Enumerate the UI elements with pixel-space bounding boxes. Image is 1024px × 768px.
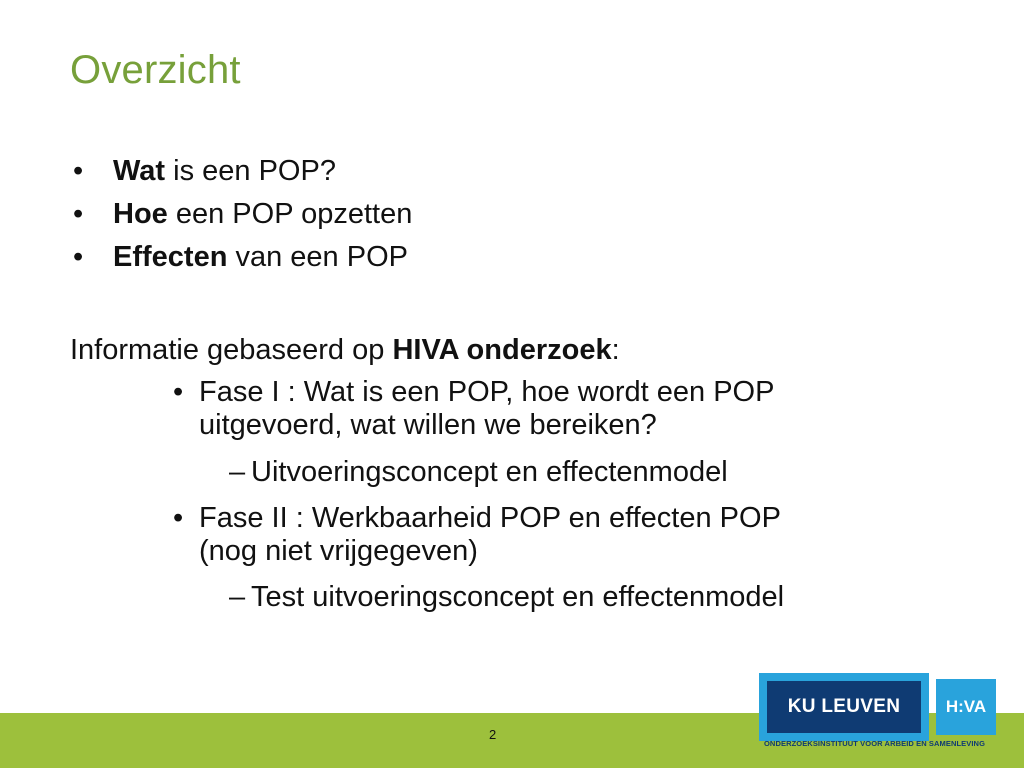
bullet-rest: een POP opzetten [167,198,413,230]
bullet-bold: Wat [113,155,166,187]
dash-icon: – [229,456,246,488]
bullet-text [113,150,336,193]
bullet-dot-icon: • [173,376,184,408]
bullet-item-hoe [70,193,412,236]
dash-icon: – [229,581,246,613]
bullet-dot-icon: • [73,155,84,187]
main-bullet-list [70,150,412,279]
bullet-bold: Hoe [113,198,168,230]
phase-line-2: uitgevoerd, wat willen we bereiken? [199,409,657,441]
ku-leuven-logo-text: KU LEUVEN [767,681,921,733]
ku-leuven-logo [759,673,929,741]
info-suffix: : [611,334,620,366]
info-prefix: Informatie gebaseerd op [70,334,393,366]
phase-line-1: Fase II : Werkbaarheid POP en effecten POP [199,502,781,534]
hiva-logo-caption: ONDERZOEKSINSTITUUT VOOR ARBEID EN SAMENLEVING [764,739,986,748]
bullet-dot-icon: • [173,502,184,534]
bullet-item-wat [70,150,412,193]
hiva-logo: H:VA [936,679,996,735]
bullet-item-effecten [70,236,412,279]
bullet-dot-icon: • [73,198,84,230]
phase-sub-item-2 [229,581,785,614]
phase-sub-item-1 [229,456,728,489]
phase-sub-text: Test uitvoeringsconcept en effectenmodel [251,581,785,613]
info-bold: HIVA onderzoek [392,334,612,366]
bullet-bold: Effecten [113,241,228,273]
phase-line-1: Fase I : Wat is een POP, hoe wordt een POP [199,376,775,408]
phase-item-1 [173,376,775,442]
bullet-rest: is een POP? [165,155,336,187]
page-number: 2 [489,727,497,742]
bullet-rest: van een POP [227,241,408,273]
bullet-text [113,236,408,279]
bullet-text [113,193,412,236]
phase-item-2 [173,502,781,568]
phase-line-2: (nog niet vrijgegeven) [199,535,478,567]
slide-title: Overzicht [70,48,241,92]
info-line [70,330,620,370]
bullet-dot-icon: • [73,241,84,273]
phase-sub-text: Uitvoeringsconcept en effectenmodel [251,456,728,488]
